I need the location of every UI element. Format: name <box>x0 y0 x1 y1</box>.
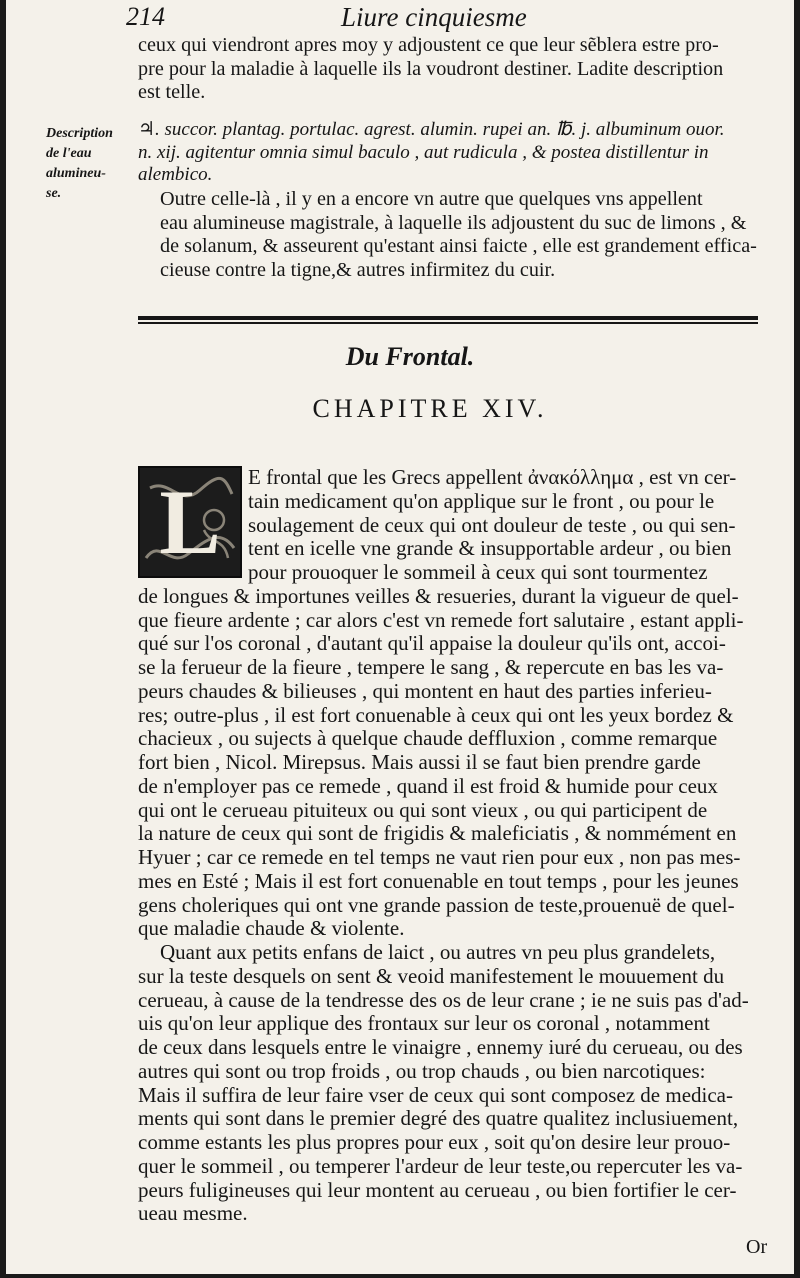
text-line: n. xij. agitentur omnia simul baculo , aut rudicula , & postea distillentur in <box>138 141 709 163</box>
text-line: qué sur l'os coronal , d'autant qu'il appaise la douleur qu'ils ont, accoi- <box>138 631 726 656</box>
catchword: Or <box>746 1236 768 1258</box>
text-line: Hyuer ; car ce remede en tel temps ne vaut rien pour eux , non pas mes- <box>138 845 741 869</box>
margin-note-line: Description <box>46 126 113 141</box>
text-line: quer le sommeil , ou temperer l'ardeur de leur teste,ou repercuter les va- <box>138 1153 743 1178</box>
book-page <box>6 0 794 1274</box>
recipe-formula <box>138 119 766 187</box>
text-line: fort bien , Nicol. Mirepsus. Mais aussi il se faut bien prendre garde <box>138 750 701 774</box>
text-line: comme estants les plus propres pour eux , soit qu'on desire leur prouo- <box>138 1130 731 1154</box>
text-line: cieuse contre la tigne,& autres infirmitez du cuir. <box>160 258 556 281</box>
main-body-text <box>138 466 766 1226</box>
margin-note-line: se. <box>46 186 62 201</box>
text-line: peurs chaudes & bilieuses , qui montent en haut des parties inferieu- <box>138 678 712 703</box>
text-line: de n'employer pas ce remede , quand il est froid & humide pour ceux <box>138 773 718 798</box>
margin-note <box>46 124 128 204</box>
text-line: sur la teste desquels on sent & veoid manifestement le mouuement du <box>138 963 725 988</box>
text-line: la nature de ceux qui sont de frigidis & maleficiatis , & nommément en <box>138 821 737 846</box>
text-line: tent en icelle vne grande & insupportable ardeur , ou bien <box>248 536 732 561</box>
chapter-title: CHAPITRE XIV. <box>312 394 548 423</box>
text-line: Mais il suffira de leur faire vser de ceux qui sont composez de medica- <box>138 1082 733 1107</box>
text-line: Quant aux petits enfans de laict , ou autres vn peu plus grandelets, <box>160 940 716 964</box>
running-title: Liure cinquiesme <box>341 2 527 32</box>
text-line: mes en Esté ; Mais il est fort conuenable en tout temps , pour les jeunes <box>138 868 739 893</box>
margin-note-line: alumineu- <box>46 166 106 181</box>
section-divider-thick <box>138 316 758 320</box>
text-line: tain medicament qu'on applique sur le front , ou pour le <box>248 488 715 513</box>
text-line: ueau mesme. <box>138 1201 248 1226</box>
text-line: est telle. <box>138 81 206 104</box>
text-line: soulagement de ceux qui ont douleur de teste , ou qui sen- <box>248 512 736 537</box>
drop-cap-letter: L <box>159 471 221 573</box>
text-line: autres qui sont ou trop froids , ou trop chauds , ou bien narcotiques: <box>138 1058 706 1083</box>
text-line: ♃. succor. plantag. portulac. agrest. alumin. rupei an. ℔. j. albuminum ouor. <box>138 119 725 140</box>
text-line: se la ferueur de la fieure , tempere le sang , & repercute en bas les va- <box>138 655 724 679</box>
text-line: que fieure ardente ; car alors c'est vn remede fort salutaire , estant appli- <box>138 607 744 632</box>
text-line: pour prouoquer le sommeil à ceux qui sont tourmentez <box>248 560 708 584</box>
text-line: uis qu'on leur applique des frontaux sur leur os coronal , notamment <box>138 1011 710 1036</box>
text-line: que maladie chaude & violente. <box>138 916 405 941</box>
text-line: res; outre-plus , il est fort conuenable à ceux qui ont les yeux bordez & <box>138 702 734 727</box>
text-line: cerueau, à cause de la tendresse des os de leur crane ; ie ne suis pas d'ad- <box>138 987 749 1012</box>
text-line: qui ont le cerueau pituiteux ou qui sont vieux , ou qui participent de <box>138 797 708 822</box>
text-line: chacieux , ou sujects à quelque chaude deffluxion , comme remarque <box>138 726 718 751</box>
text-line: ceux qui viendront apres moy y adjoustent ce que leur sẽblera estre pro- <box>138 34 719 56</box>
outre-paragraph <box>138 188 766 282</box>
section-divider-thin <box>138 322 758 324</box>
text-line: Outre celle-là , il y en a encore vn autre que quelques vns appellent <box>160 188 703 210</box>
text-line: gens choleriques qui ont vne grande passion de teste,prouenuë de quel- <box>138 892 735 917</box>
text-line: peurs fuligineuses qui leur montent au cerueau , ou bien fortifier le cer- <box>138 1177 737 1202</box>
frontal-paragraph <box>138 466 766 941</box>
page-header <box>126 2 774 38</box>
text-line: ments qui sont dans le premier degré des quatre qualitez inclusiuement, <box>138 1106 739 1131</box>
text-line: de longues & importunes veilles & resueries, durant la vigueur de quel- <box>138 583 739 608</box>
text-line: eau alumineuse magistrale, à laquelle ils adjoustent du suc de limons , & <box>160 211 747 234</box>
margin-note-line: de l'eau <box>46 146 92 161</box>
text-line: pre pour la maladie à laquelle ils la voudront destiner. Ladite description <box>138 57 724 80</box>
text-line: alembico. <box>138 164 213 185</box>
text-line: E frontal que les Grecs appellent ἀνακόλλημα , est vn cer- <box>248 465 737 489</box>
text-line: de solanum, & asseurent qu'estant ainsi faicte , elle est grandement effica- <box>160 235 757 258</box>
page-number: 214 <box>126 2 165 31</box>
quant-paragraph <box>138 941 766 1226</box>
text-line: de ceux dans lesquels entre le vinaigre , ennemy iuré du cerueau, ou des <box>138 1035 743 1059</box>
continuation-paragraph <box>138 34 766 105</box>
section-title: Du Frontal. <box>345 342 475 371</box>
